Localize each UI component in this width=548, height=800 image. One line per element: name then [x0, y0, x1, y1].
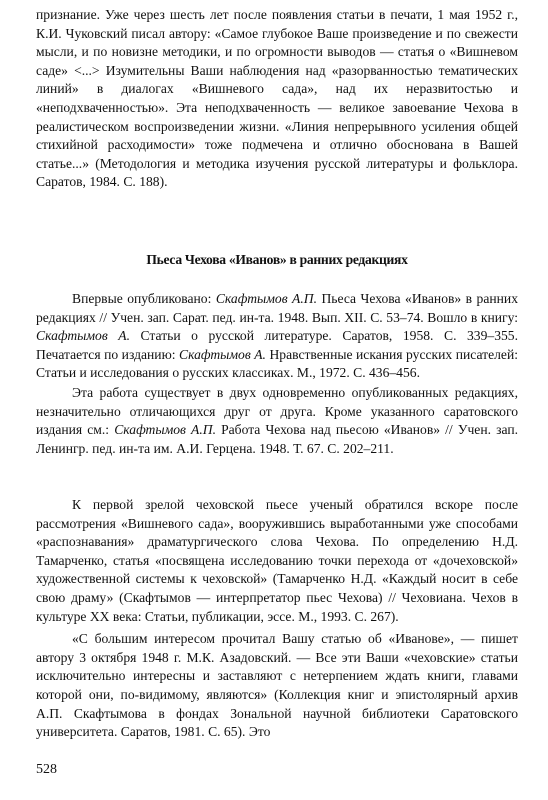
editions-note	[36, 384, 518, 458]
paragraph-reception: К первой зрелой чеховской пьесе ученый обратился вскоре после рассмотрения «Вишневого сада», вооружившись выработанными уже способами «распознавания» драматургического слова Чехова. По определению Н.Д. Тамарченко, статья «посвящена исследованию точки перехода от «дочеховской» художественной системы к чеховской» (Тамарченко Н.Д. «Каждый носит в себе свою драму» (Скафтымов — интерпретатор пьес Чехова) // Чеховиана. Чехов в культуре XX века: Статьи, публикации, эссе. М., 1993. С. 267).	[36, 497, 518, 624]
author-ref: Скафтымов А.	[36, 328, 130, 344]
publication-text	[36, 290, 518, 383]
publication-text-4: Нравственные искания русских писателей: Статьи и исследования о русских классиках. М., 1972. С. 436–456.	[36, 346, 518, 381]
author-ref: Скафтымов А.П.	[215, 291, 317, 306]
publication-text-3: Статьи о русской литературе. Саратов, 1958. С. 339–355. Печатается по изданию:	[36, 328, 518, 362]
section-title: Пьеса Чехова «Иванов» в ранних редакциях	[146, 252, 408, 267]
intro-paragraph-text: признание. Уже через шесть лет после появления статьи в печати, 1 мая 1952 г., К.И. Чуковский писал автору: «Самое глубокое Ваше произведение и по свежести мысли, и по новизне методики, и по огромности выводов — статья о «Вишневом саде» <...> Изумительны Ваши наблюдения над «разорванностью тематических линий» в диалогах «Вишневого сада», над их неразвитостью и «неподхваченностью». Эта неподхваченность — великое завоевание Чехова в реалистическом воспроизведении жизни. «Линия непрерывного усиления общей стихийной расходимости» тоже подмечена и отлично обоснована в Вашей статье...» (Методология и методика изучения русской литературы и фольклора. Саратов, 1984. С. 188).	[36, 7, 518, 190]
editions-text-2: Работа Чехова над пьесою «Иванов» // Учен. зап. Ленингр. пед. ин-та им. А.И. Герцена. 1948. Т. 67. С. 202–211.	[36, 422, 518, 456]
publication-text-2: Пьеса Чехова «Иванов» в ранних редакциях // Учен. зап. Сарат. пед. ин-та. 1948. Вып. XII. С. 53–74. Вошло в книгу:	[36, 291, 518, 325]
author-ref: Скафтымов А.	[179, 346, 266, 362]
intro-paragraph	[36, 6, 518, 192]
paragraph-letter: «С большим интересом прочитал Вашу статью об «Иванове», — пишет автору 3 октября 1948 г. М.К. Азадовский. — Все эти Ваши «чеховские» статьи исключительно интересны и заставляют с нетерпением ждать книги, главами которой они, по-видимому, являются» (Коллекция книг и эпистолярный архив А.П. Скафтымова в фондах Зональной научной библиотеки Саратовского университета. Саратов, 1981. С. 65). Это	[36, 631, 518, 740]
commentary-body	[36, 496, 518, 742]
author-ref: Скафтымов А.П.	[114, 422, 216, 438]
publication-text-1: Впервые опубликовано:	[72, 291, 216, 306]
publication-note	[36, 290, 518, 383]
page-number: 528	[36, 762, 57, 777]
editions-text	[36, 384, 518, 458]
editions-text-1: Эта работа существует в двух одновременно опубликованных редакциях, незначительно отличающихся друг от друга. Кроме указанного саратовского издания см.:	[36, 385, 518, 438]
